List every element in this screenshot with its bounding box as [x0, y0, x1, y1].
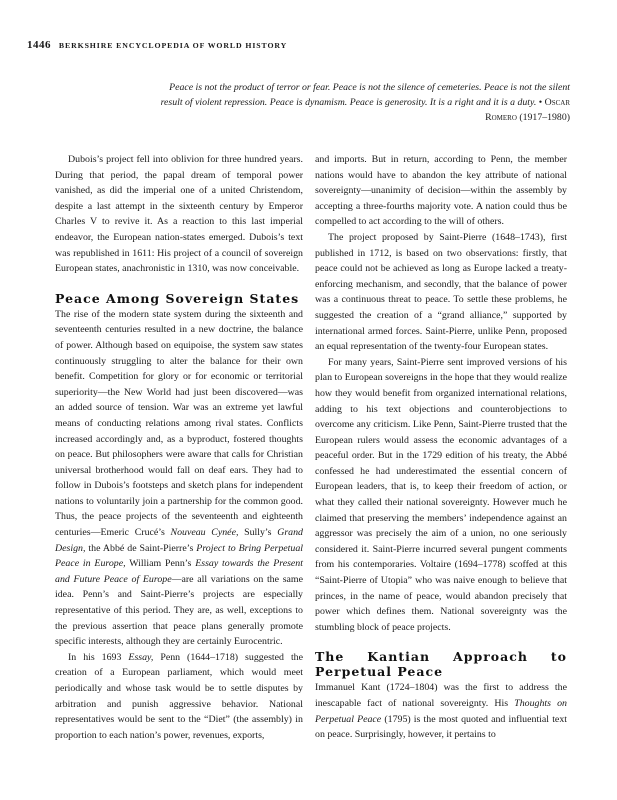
text-run: The rise of the modern state system during the sixteenth and seventeenth centuries resulted in a new doctrine, the balance of power. Although based on equipoise, the system saw states continuously struggling to alter the balance for their own benefit. Competition for glory or for economic or territorial superiority—the New World had just been discovered—was an added source of tension. War was an extreme yet lawful means of conducting relations among rival states. Conflicts increased accordingly and, as a byproduct, fostered thoughts on peace. But philosophers were aware that calls for Christian universal brotherhood would fall on deaf ears. They had to follow in Dubois’s footsteps and sketch plans for independent nations to voluntarily join a partnership for the common good. Thus, the peace projects of the seventeenth and eighteenth centuries—Emeric Crucé’s	[55, 308, 303, 539]
paragraph: and imports. But in return, according to Penn, the member nations would have to abandon the key attribute of national sovereignty—unanimity of decision—within the assembly by accepting a three-fourths majority vote. A nation could thus be compelled to act according to the will of others.	[315, 154, 567, 228]
text-run: Sully’s	[238, 527, 278, 539]
epigraph	[150, 80, 570, 125]
text-run: (1795) is the most quoted and influential text on peace. Surprisingly, however, it pertains to	[315, 713, 567, 741]
page-number: 1446	[27, 39, 51, 51]
paragraph	[55, 650, 303, 744]
paragraph: Dubois’s project fell into oblivion for three hundred years. During that period, the papal dream of temporal power vanished, as did the imperial one of a united Christendom, despite a last attempt in the sixteenth century by Emperor Charles V to revive it. As a reaction to this last imperial endeavor, the European nation-states emerged. Dubois’s text was republished in 1611: His project of a council of sovereign European states, anachronistic in 1310, was now conceivable.	[55, 154, 303, 275]
work-title: Project to Bring Perpetual Peace in Europe,	[55, 542, 303, 570]
paragraph: The project proposed by Saint-Pierre (1648–1743), first published in 1712, is based on two observations: firstly, that peace could not be achieved as long as Europe lacked a treaty-enforcing mechanism, and secondly, that the balance of power was a continuous threat to peace. To settle these problems, he suggested the creation of a “grand alliance,” supported by international armed forces. Saint-Pierre, unlike Penn, proposed an equal representation of the twenty-four European states.	[315, 231, 567, 353]
running-header	[27, 39, 587, 53]
text-run: In his 1693	[68, 651, 129, 663]
epigraph-quote: Peace is not the product of terror or fear. Peace is not the silence of cemeteries. Peace is not the silent result of violent repression. Peace is dynamism. Peace is generosity. It is a right and it is a duty.	[160, 82, 570, 108]
paragraph	[315, 680, 567, 742]
section-heading-peace-among-sovereign-states: Peace Among Sovereign States	[55, 290, 300, 306]
work-title: Nouveau Cynée,	[170, 527, 239, 539]
left-column	[55, 152, 303, 743]
text-run: William Penn’s	[125, 558, 196, 570]
section-heading-kantian-approach: The Kantian Approach to Perpetual Peace	[315, 649, 567, 680]
work-title: Essay,	[128, 651, 154, 663]
epigraph-author: Oscar Romero	[485, 97, 570, 123]
text-run: —are all variations on the same idea. Penn’s and Saint-Pierre’s projects are especially representative of this period. They are, as well, exceptions to the previous assertion that peace plans generally promote specific interests, although they are certainly Eurocentric.	[55, 573, 303, 648]
text-run: Penn (1644–1718) suggested the creation of a European parliament, which would meet periodically and whose task would be to settle disputes by arbitration and punish aggressive behavior. National representatives would be sent to the “Diet” (the assembly) in proportion to each nation’s power, revenues, exports,	[55, 651, 304, 741]
text-run: the Abbé de Saint-Pierre’s	[85, 542, 197, 554]
paragraph: For many years, Saint-Pierre sent improved versions of his plan to European sovereigns in the hope that they would realize how they would benefit from organized international relations, adding to his text objections and counterobjections to overcome any criticism. Like Penn, Saint-Pierre trusted that the European rulers would assess the economic advantages of a peaceful order. But in the 1729 edition of his treaty, the Abbé confessed he had underestimated the essential concern of European leaders, that is, to keep their freedom of action, or what they called their national sovereignty. However much he claimed that preserving the members’ independence against an aggressor was precisely the aim of a union, no one seriously considered it. Saint-Pierre incurred several pungent comments from his contemporaries. Voltaire (1694–1778) scoffed at this “Saint-Pierre of Utopia” who was naive enough to believe that princes, in the name of peace, would abandon precisely that power which defines them. National sovereignty was the stumbling block of peace projects.	[315, 356, 567, 633]
bullet: •	[538, 97, 543, 108]
text-run: Immanuel Kant (1724–1804) was the first to address the inescapable fact of national sovereignty. His	[315, 682, 567, 709]
work-title: Grand Design,	[55, 527, 303, 554]
right-column	[315, 152, 567, 743]
work-title: Essay towards the Present and Future Peace of Europe	[55, 558, 303, 585]
epigraph-dates: (1917–1980)	[519, 112, 570, 123]
paragraph	[55, 307, 303, 650]
work-title: Thoughts on Perpetual Peace	[315, 698, 567, 725]
running-title: BERKSHIRE ENCYCLOPEDIA OF WORLD HISTORY	[58, 41, 288, 50]
